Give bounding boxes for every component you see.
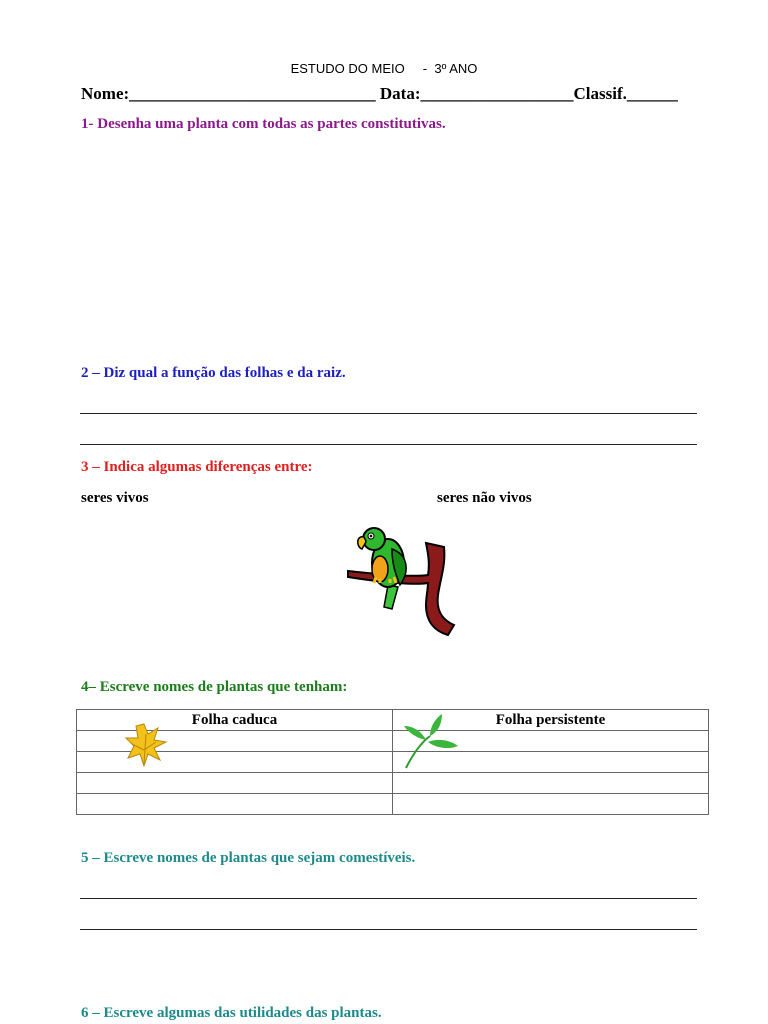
grade-label: 3º ANO bbox=[434, 61, 478, 76]
classif-label: Classif. bbox=[573, 84, 627, 103]
answer-line[interactable] bbox=[80, 444, 697, 445]
table-row bbox=[77, 773, 709, 794]
subject-label: ESTUDO DO MEIO bbox=[290, 61, 405, 76]
table-row bbox=[77, 752, 709, 773]
living-beings-label: seres vivos bbox=[81, 490, 149, 506]
parrot-on-branch-icon bbox=[344, 525, 459, 640]
answer-line[interactable] bbox=[80, 898, 697, 899]
question-5: 5 – Escreve nomes de plantas que sejam comestíveis. bbox=[81, 850, 416, 866]
evergreen-cell[interactable] bbox=[393, 773, 709, 794]
question-4: 4– Escreve nomes de plantas que tenham: bbox=[81, 679, 348, 695]
table-row bbox=[77, 731, 709, 752]
date-field[interactable]: __________________ bbox=[420, 84, 574, 103]
non-living-beings-label: seres não vivos bbox=[437, 490, 532, 506]
answer-line[interactable] bbox=[80, 929, 697, 930]
drawing-area[interactable] bbox=[80, 140, 697, 350]
deciduous-cell[interactable] bbox=[77, 794, 393, 815]
student-fields bbox=[81, 84, 678, 104]
name-label: Nome: bbox=[81, 84, 130, 103]
evergreen-header: Folha persistente bbox=[393, 710, 709, 731]
evergreen-cell[interactable] bbox=[393, 794, 709, 815]
deciduous-cell[interactable] bbox=[77, 773, 393, 794]
date-label: Data: bbox=[379, 84, 421, 103]
question-3: 3 – Indica algumas diferenças entre: bbox=[81, 459, 313, 475]
worksheet-title bbox=[0, 61, 768, 76]
title-separator: - bbox=[422, 61, 428, 76]
deciduous-header: Folha caduca bbox=[77, 710, 393, 731]
table-row bbox=[77, 794, 709, 815]
yellow-leaf-icon bbox=[124, 720, 168, 768]
green-leaf-sprig-icon bbox=[400, 712, 460, 770]
answer-line[interactable] bbox=[80, 413, 697, 414]
question-6: 6 – Escreve algumas das utilidades das plantas. bbox=[81, 1005, 382, 1021]
plants-table bbox=[76, 709, 709, 815]
question-2: 2 – Diz qual a função das folhas e da raiz. bbox=[81, 365, 346, 381]
classif-field[interactable]: ______ bbox=[626, 84, 678, 103]
table-header-row bbox=[77, 710, 709, 731]
question-1: 1- Desenha uma planta com todas as partes constitutivas. bbox=[81, 116, 446, 132]
name-field[interactable]: _____________________________ bbox=[129, 84, 376, 103]
